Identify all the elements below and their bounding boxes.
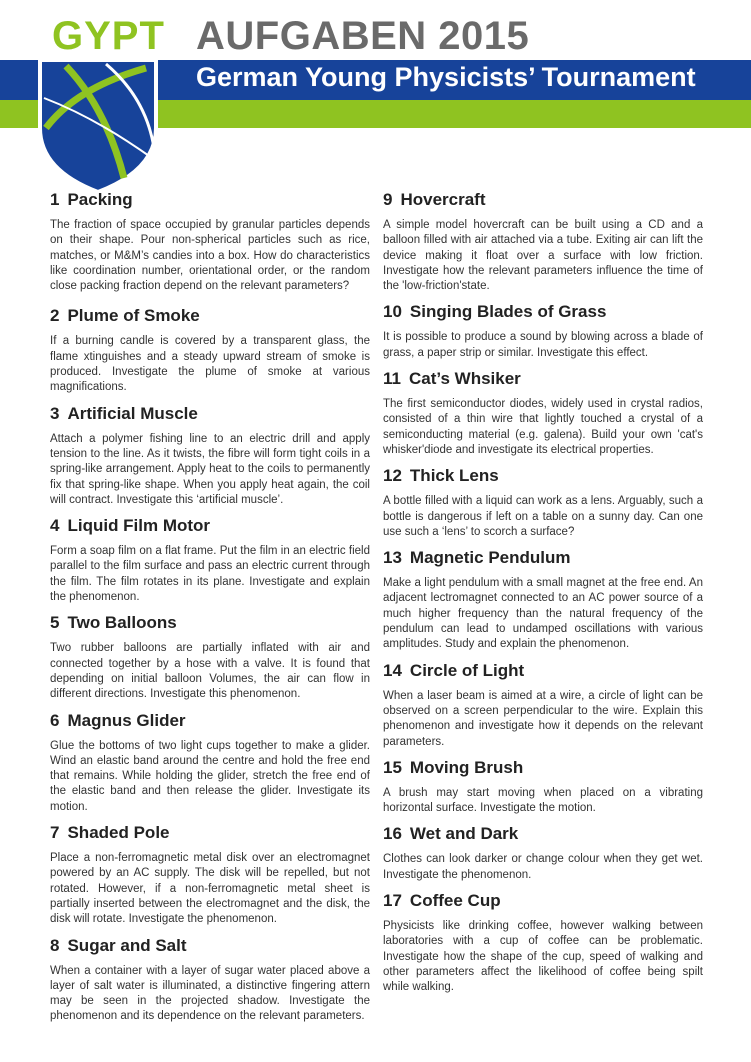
task-description: When a container with a layer of sugar water placed above a layer of salt water is illuminated, a distinctive fingering attern may be seen in the projected shadow. Investigate the phenomenon and its dependence on the relevant parameters. xyxy=(50,964,370,1023)
task-description: The first semiconductor diodes, widely used in crystal radios, consisted of a thin wire that lightly touched a crystal of a semiconducting material (e.g. galena). Build your own 'cat's whisker'diode and investigate its electrical properties. xyxy=(383,398,703,456)
task-item xyxy=(383,302,703,361)
task-description: The fraction of space occupied by granular particles depends on their shape. Pour non-spherical particles such as rice, matches, or M&M’s candies into a box. How do characteristics like coordination number, orientational order, or the random close packing fraction depend on the relevant parameters? xyxy=(50,219,370,293)
task-description: Clothes can look darker or change colour when they get wet. Investigate the phenomenon. xyxy=(383,853,703,881)
task-item xyxy=(383,190,703,294)
task-description: Attach a polymer fishing line to an electric drill and apply tension to the line. As it twists, the fibre will form tight coils in a spring-like arrangement. Apply heat to the coils to permanently fix that spring-like shape. When you apply heat again, the coil will contract. Investigate this ‘artificial muscle’. xyxy=(50,432,370,506)
task-item xyxy=(50,613,370,702)
task-description: Glue the bottoms of two light cups together to make a glider. Wind an elastic band around the centre and hold the free end that remains. While holding the glider, stretch the free end of the elastic band and then release the glider. Investigate its motion. xyxy=(50,739,370,813)
task-title: 14 Circle of Light xyxy=(383,660,525,680)
task-title: 4 Liquid Film Motor xyxy=(50,516,211,536)
task-title: 7 Shaded Pole xyxy=(50,823,170,843)
task-title: 2 Plume of Smoke xyxy=(50,306,200,326)
task-item xyxy=(383,661,703,750)
task-item xyxy=(383,466,703,540)
task-item xyxy=(383,758,703,817)
task-item xyxy=(50,823,370,927)
task-description: A brush may start moving when placed on a vibrating horizontal surface. Investigate the motion. xyxy=(383,786,703,815)
page-subtitle: German Young Physicists’ Tournament xyxy=(196,62,696,92)
task-description: Form a soap film on a flat frame. Put the film in an electric field parallel to the film surface and pass an electric current through the film. The film rotates in its plane. Investigate and explain the phenomenon. xyxy=(50,545,370,604)
task-title: 5 Two Balloons xyxy=(50,613,177,633)
task-item xyxy=(50,936,370,1025)
gypt-logo-text: GYPT xyxy=(52,14,165,58)
task-title: 1 Packing xyxy=(50,190,133,209)
task-item xyxy=(50,404,370,508)
task-description: A simple model hovercraft can be built using a CD and a balloon filled with air attached via a tube. Exiting air can lift the device making it float over a surface with low friction. Investigate how the relevant parameters influence the time of the 'low-friction'state. xyxy=(383,219,703,293)
task-description: If a burning candle is covered by a transparent glass, the flame xtinguishes and a steady upward stream of smoke is produced. Investigate the plume of smoke at various magnifications. xyxy=(50,335,370,394)
task-item xyxy=(383,548,703,652)
page-title: AUFGABEN 2015 xyxy=(196,14,530,58)
task-description: When a laser beam is aimed at a wire, a circle of light can be observed on a screen perpendicular to the wire. Explain this phenomenon and investigate how it depends on the relevant parameters. xyxy=(383,689,703,748)
gypt-shield-logo xyxy=(36,58,160,194)
task-column-left xyxy=(50,190,370,1033)
task-title: 11 Cat’s Whsiker xyxy=(383,369,521,389)
task-description: Physicists like drinking coffee, however walking between laboratories with a cup of coffee can be problematic. Investigate how the shape of the cup, speed of walking and other parameters affect the likelihood of coffee being spilt while walking. xyxy=(383,920,703,994)
task-description: Two rubber balloons are partially inflated with air and connected together by a hose with a valve. It is found that depending on initial balloon Volumes, the air can flow in different directions. Investigate this phenomenon. xyxy=(50,642,370,701)
task-item xyxy=(383,369,703,458)
task-title: 15 Moving Brush xyxy=(383,757,524,777)
task-column-right xyxy=(383,190,703,1004)
task-title: 6 Magnus Glider xyxy=(50,710,186,730)
task-description: Place a non-ferromagnetic metal disk over an electromagnet powered by an AC supply. The disk will be repelled, but not rotated. However, if a non-ferromagnetic metal sheet is partially inserted between the electromagnet and the disk, the disk will rotate. Investigate the phenomenon. xyxy=(50,852,370,926)
task-title: 13 Magnetic Pendulum xyxy=(383,548,571,568)
task-title: 17 Coffee Cup xyxy=(383,891,501,911)
task-item xyxy=(50,190,370,294)
task-title: 16 Wet and Dark xyxy=(383,824,519,844)
task-item xyxy=(383,891,703,995)
task-title: 3 Artificial Muscle xyxy=(50,403,198,423)
task-item xyxy=(50,306,370,395)
task-item xyxy=(383,824,703,883)
task-title: 9 Hovercraft xyxy=(383,190,486,209)
task-description: Make a light pendulum with a small magnet at the free end. An adjacent lectromagnet connected to an AC power source of a much higher frequency than the natural frequency of the pendulum can lead to undamped oscillations with various amplitudes. Study and explain the phenomenon. xyxy=(383,577,703,651)
task-description: It is possible to produce a sound by blowing across a blade of grass, a paper strip or similar. Investigate this effect. xyxy=(383,331,703,359)
task-title: 10 Singing Blades of Grass xyxy=(383,302,607,322)
task-description: A bottle filled with a liquid can work as a lens. Arguably, such a bottle is dangerous if left on a table on a sunny day. Can one use such a ‘lens’ to scorch a surface? xyxy=(383,495,703,538)
task-title: 8 Sugar and Salt xyxy=(50,935,187,955)
task-title: 12 Thick Lens xyxy=(383,466,499,486)
task-item xyxy=(50,516,370,605)
task-item xyxy=(50,711,370,815)
